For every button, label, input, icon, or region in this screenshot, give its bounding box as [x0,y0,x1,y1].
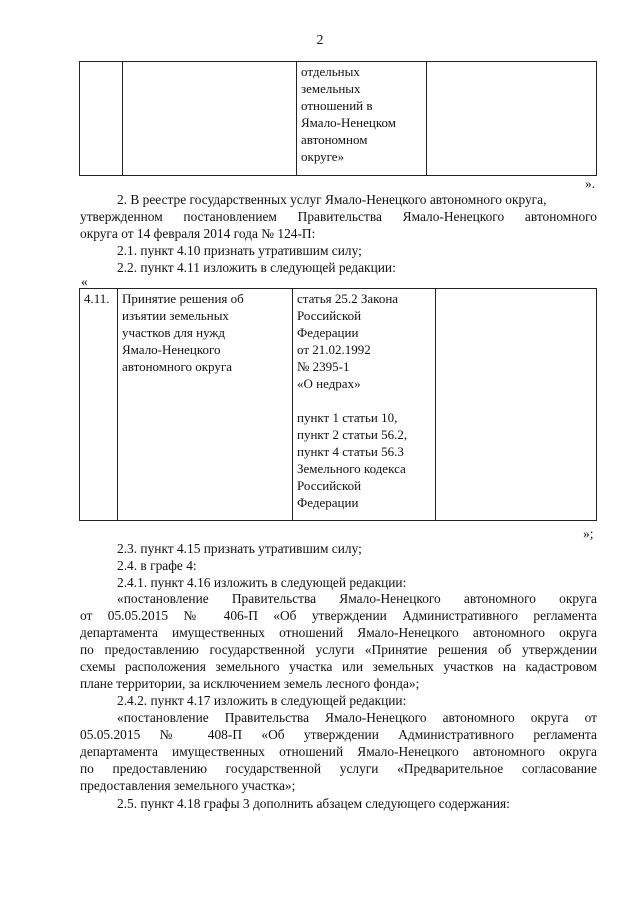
list-item: 2.4.2. пункт 4.17 изложить в следующей редакции: [117,693,407,708]
basis-line: пункт 1 статьи 10, [297,410,398,425]
basis-line: пункт 2 статьи 56.2, [297,427,408,442]
service-line: Принятие решения об [122,291,244,306]
service-line: изъятии земельных [122,308,229,323]
paragraph-line: утвержденном постановлением Правительства Ямало-Ненецкого автономного [80,209,597,224]
paragraph-line: «постановление Правительства Ямало-Ненецкого автономного округа [117,591,597,606]
paragraph-line: плане территории, за исключением земель лесного фонда»; [80,676,420,691]
top-table-line: отдельных [301,64,360,79]
top-table-cell-service [123,62,297,176]
paragraph-line: по предоставлению государственной услуги «Принятие решения об утверждении [80,642,597,657]
paragraph-line: округа от 14 февраля 2014 года № 124-П: [80,226,316,241]
page-number: 2 [316,33,324,48]
top-table-cell-number [80,62,123,176]
closing-quote: ». [585,176,596,191]
basis-line: статья 25.2 Закона [297,291,399,306]
list-item: 2.5. пункт 4.18 графы 3 дополнить абзацем следующего содержания: [117,796,510,811]
open-quote: « [81,274,88,289]
basis-line: Земельного кодекса [297,461,406,476]
top-table [79,61,597,176]
row-number-text: 4.11. [84,291,110,306]
row-service-cell [118,289,293,521]
top-table-line: округе» [301,149,345,164]
paragraph-line: по предоставлению государственной услуги «Предварительное согласование [80,761,597,776]
top-table-line: отношений в [301,98,373,113]
row-last-cell [436,289,597,521]
service-line: автономного округа [122,359,232,374]
service-line: участков для нужд [122,325,226,340]
basis-line: пункт 4 статьи 56.3 [297,444,404,459]
top-table-line: Ямало-Ненецком [301,115,396,130]
basis-line: Российской [297,308,362,323]
top-table-line: земельных [301,81,361,96]
list-item: 2.3. пункт 4.15 признать утратившим силу; [117,541,362,556]
paragraph-line: «постановление Правительства Ямало-Ненецкого автономного округа от [117,710,597,725]
basis-line: Федерации [297,495,359,510]
paragraph-line: от 05.05.2015 № 406-П «Об утверждении Административного регламента [80,608,597,623]
basis-line: от 21.02.1992 [297,342,371,357]
service-line: Ямало-Ненецкого [122,342,221,357]
paragraph-line: департамента имущественных отношений Ямало-Ненецкого автономного округа [80,625,597,640]
list-item: 2.4. в графе 4: [117,558,197,573]
row-basis-cell [293,289,436,521]
paragraph-line: схемы расположения земельного участка или земельных участков на кадастровом [80,659,597,674]
list-item: 2.2. пункт 4.11 изложить в следующей редакции: [117,260,396,275]
basis-line: № 2395-1 [297,359,350,374]
top-table-cell-last [427,62,597,176]
basis-line: Федерации [297,325,359,340]
basis-line: «О недрах» [297,376,361,391]
top-table-line: автономном [301,132,368,147]
paragraph-line: департамента имущественных отношений Ямало-Ненецкого автономного округа [80,744,597,759]
top-table-cell-basis [297,62,427,176]
row-table [79,288,597,521]
paragraph-line: 2. В реестре государственных услуг Ямало-Ненецкого автономного округа, [117,192,547,207]
basis-line: Российской [297,478,362,493]
list-item: 2.4.1. пункт 4.16 изложить в следующей редакции: [117,575,407,590]
paragraph-line: 05.05.2015 № 408-П «Об утверждении Административного регламента [80,727,597,742]
row-number [80,289,118,521]
list-item: 2.1. пункт 4.10 признать утратившим силу; [117,243,362,258]
paragraph-line: предоставления земельного участка»; [80,778,296,793]
closing-quote: »; [583,526,594,541]
